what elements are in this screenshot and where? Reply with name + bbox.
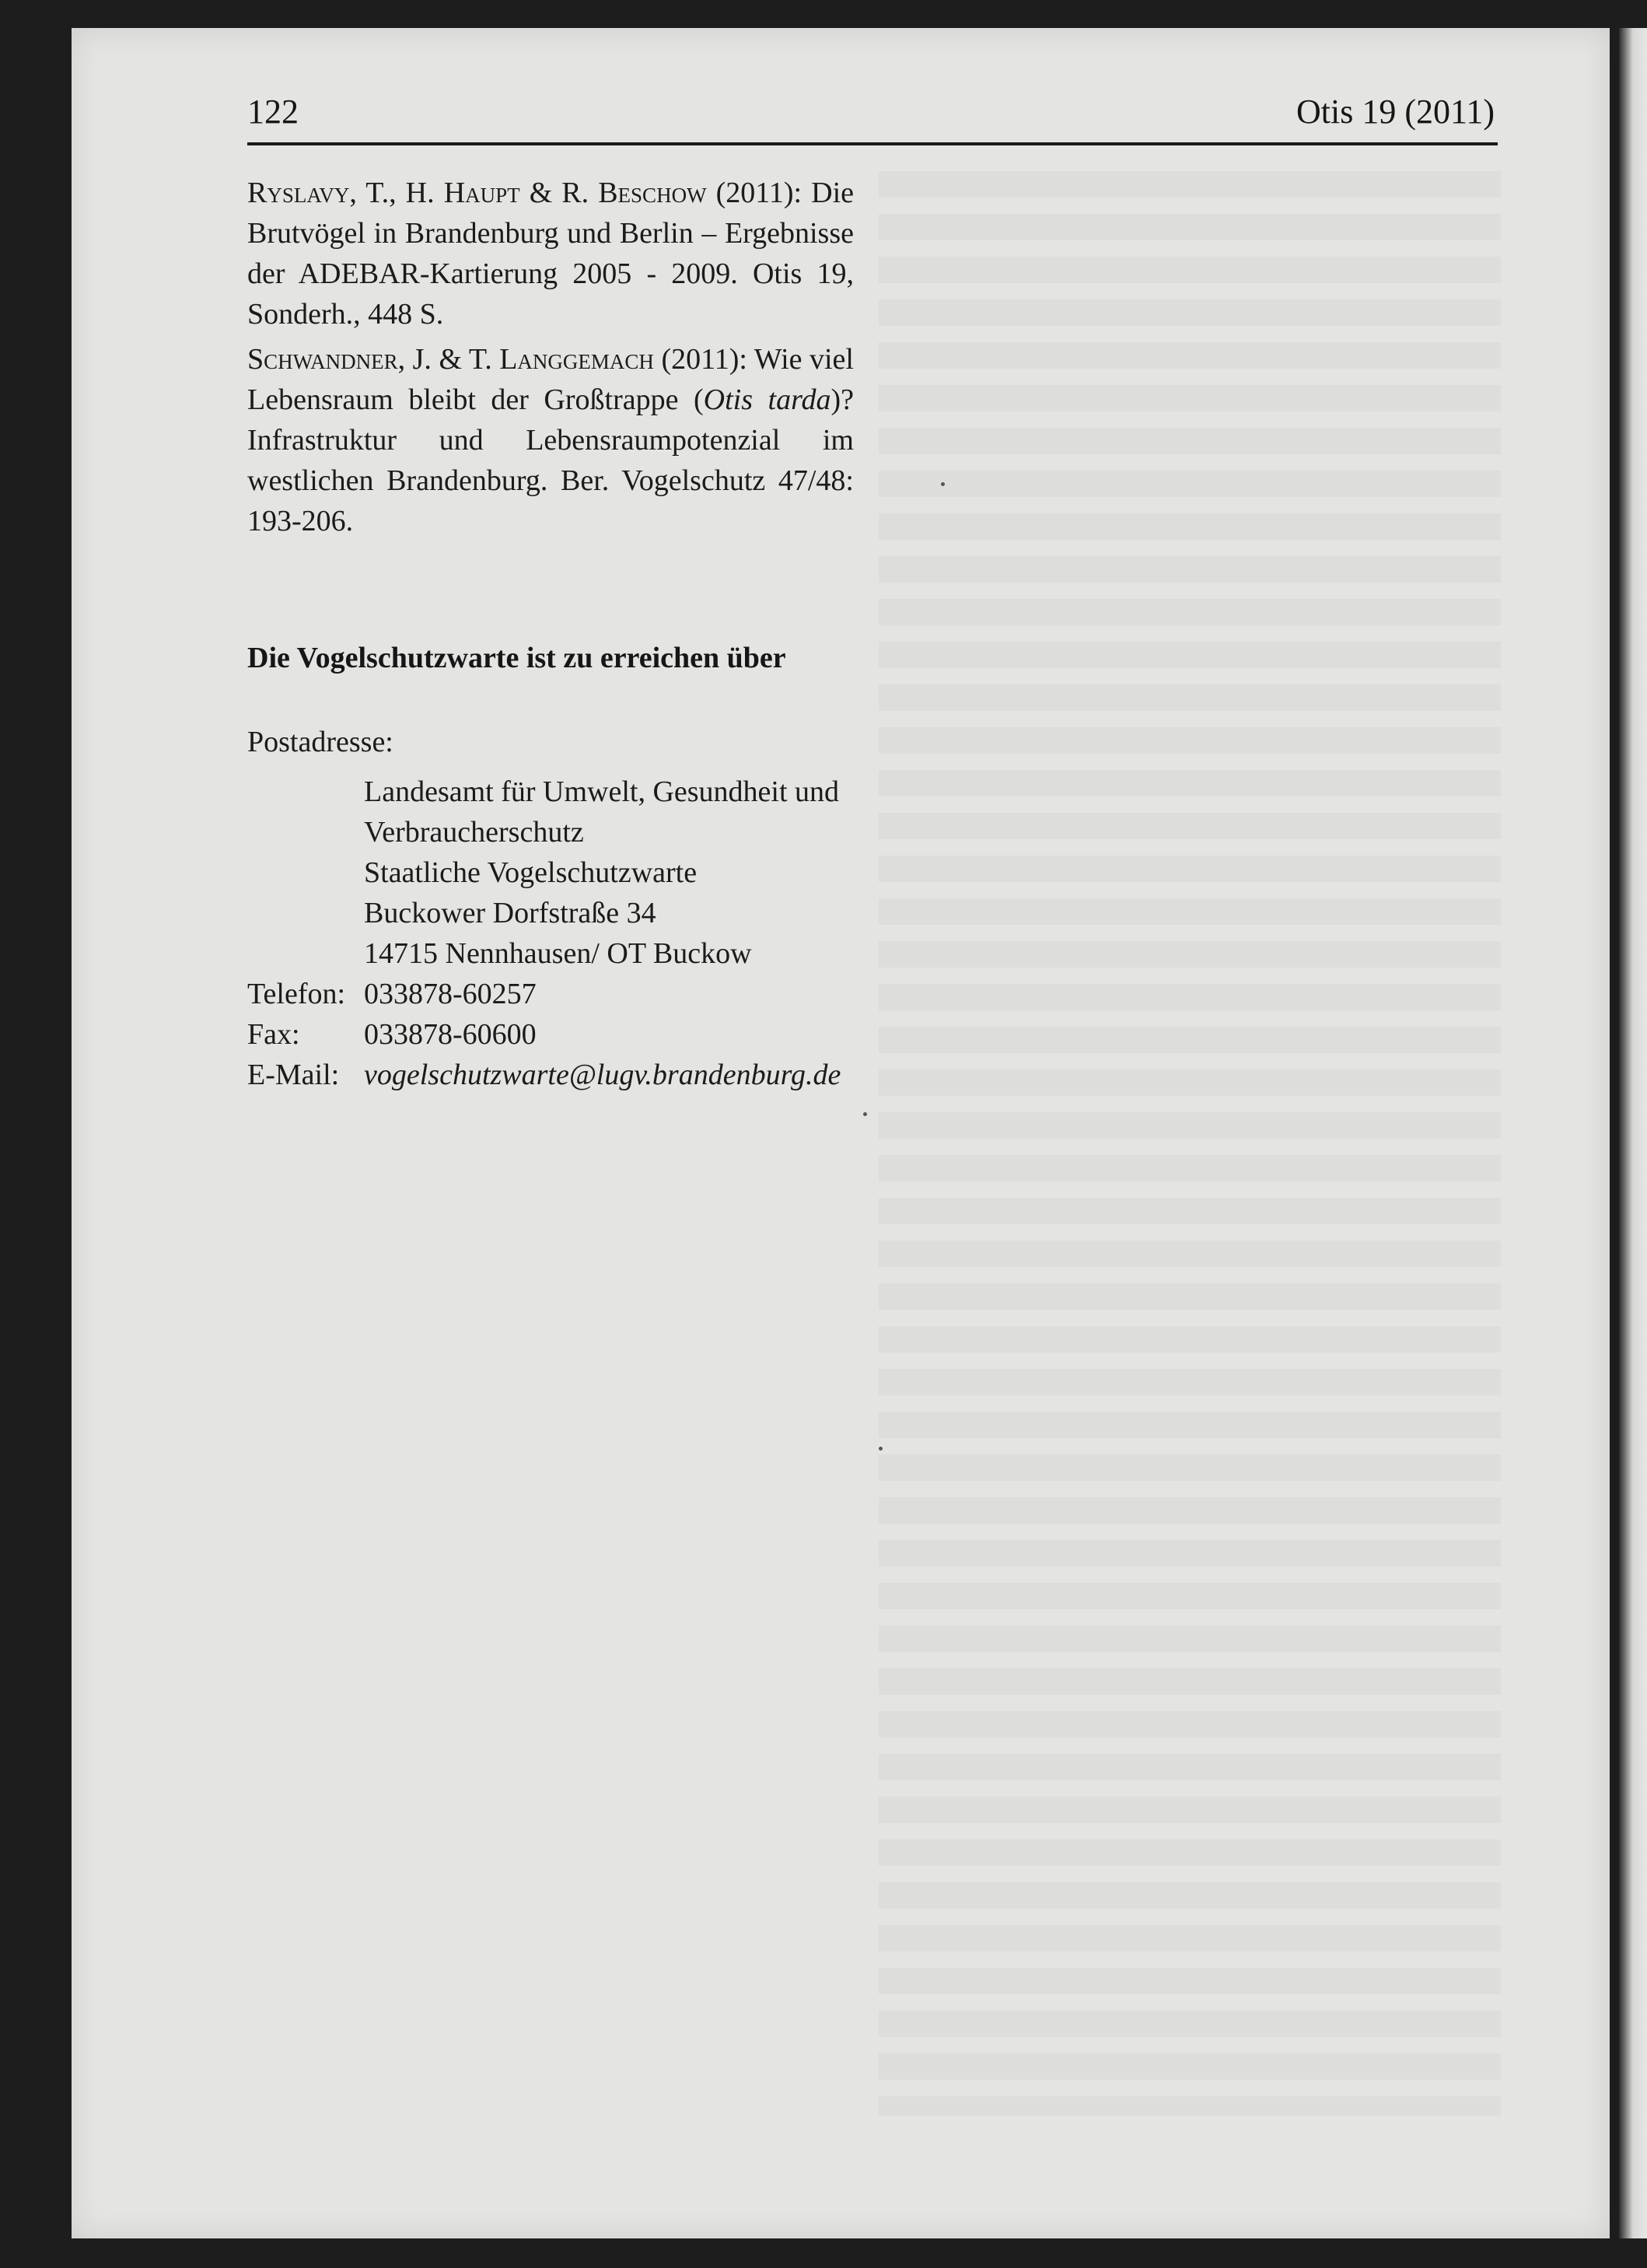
contact-row — [247, 974, 947, 1014]
facing-page-edge — [1619, 28, 1647, 2238]
contact-label: Fax: — [247, 1018, 300, 1051]
postal-line: Staatliche Vogelschutzwarte — [364, 856, 698, 889]
email-address[interactable]: vogelschutzwarte@lugv.brandenburg.de — [364, 1059, 841, 1091]
contact-label: Telefon: — [247, 978, 346, 1010]
contact-rows — [247, 974, 947, 1095]
contact-value: 033878-60600 — [364, 1018, 537, 1051]
postal-line: 14715 Nennhausen/ OT Buckow — [364, 937, 752, 970]
reference-entry — [247, 173, 854, 334]
postal-label: Postadresse: — [247, 726, 393, 758]
species-name: Otis tarda — [703, 383, 831, 416]
reference-text: , T., H. — [349, 177, 444, 209]
contact-row — [247, 1055, 947, 1095]
author-name: Haupt — [443, 177, 520, 209]
section-heading: Die Vogelschutzwarte ist zu erreichen über — [247, 642, 786, 674]
contact-label: E-Mail: — [247, 1059, 340, 1091]
journal-reference: Otis 19 (2011) — [1296, 93, 1495, 131]
author-name: Schwandner — [247, 343, 398, 376]
postal-address — [247, 772, 947, 974]
reference-text: (2011): Wie viel Lebensraum bleibt der Großtrappe ( — [247, 343, 854, 416]
running-header — [247, 92, 1495, 146]
reference-text: & R. — [519, 177, 599, 209]
postal-line: Buckower Dorfstraße 34 — [364, 897, 656, 929]
author-name: Langgemach — [499, 343, 654, 376]
speck — [941, 482, 945, 486]
reference-list — [247, 173, 854, 546]
contact-value: 033878-60257 — [364, 978, 537, 1010]
speck — [863, 1112, 867, 1116]
speck — [879, 1447, 883, 1451]
page-number: 122 — [247, 93, 299, 131]
author-name: Beschow — [598, 177, 707, 209]
header-rule — [247, 142, 1498, 145]
contact-row — [247, 1014, 947, 1055]
reference-text: , J. & T. — [397, 343, 500, 376]
reference-text: )? Infrastruktur und Lebensraumpotenzial im westlichen Brandenburg. Ber. Vogelschutz 47/48: 193-206. — [247, 383, 854, 537]
postal-line: Verbraucherschutz — [364, 816, 584, 849]
reference-entry — [247, 339, 854, 541]
postal-line: Landesamt für Umwelt, Gesundheit und — [364, 775, 840, 808]
bleed-through-text — [879, 171, 1501, 2116]
reference-text: (2011): Die Brutvögel in Brandenburg und Berlin – Ergebnisse der ADEBAR-Kartierung 2005 - 2009. Otis 19, Sonderh., 448 S. — [247, 177, 854, 331]
author-name: Ryslavy — [247, 177, 350, 209]
contact-block — [247, 722, 947, 1095]
